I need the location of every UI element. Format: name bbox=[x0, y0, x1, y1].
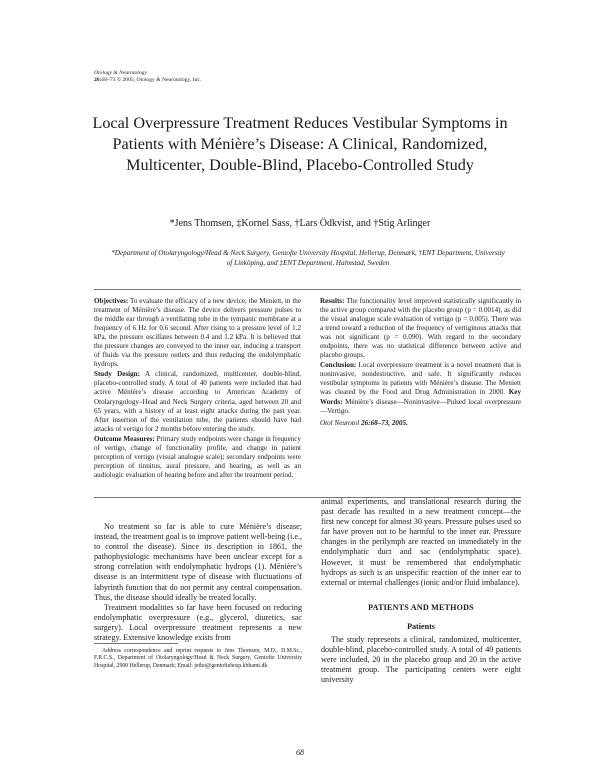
article-title: Local Overpressure Treatment Reduces Vestibular Symptoms in Patients with Ménière’s Disease: A Clinical, Randomized, Multicenter, Double-Blind, Placebo-Controlled Study bbox=[92, 114, 508, 174]
abstract-results bbox=[320, 297, 521, 360]
design-text: A clinical, randomized, multicenter, double-blind, placebo-controlled study. A total of 40 patients were included that had active Ménière’s disease according to American Academy of Otolaryngology–Head and Neck Surgery criteria, aged between 20 and 65 years, with a history of at least eight attacks during the past year. After insertion of the ventilation tube, the patients should have had attacks of vertigo for 2 months before entering the study. bbox=[94, 370, 301, 433]
page-number: 68 bbox=[296, 748, 304, 757]
abstract-column-right bbox=[320, 297, 521, 429]
outcome-text: Primary study endpoints were change in frequency of vertigo, change of functionality profile, and change in patient perception of vertigo (visual analogue scale); secondary endpoints were perception of tinnitus, aural pressure, and hearing, as well as an audiologic evaluation of hearing before and after the treatment period. bbox=[94, 434, 301, 479]
abstract-objectives bbox=[94, 297, 301, 369]
objectives-text: To evaluate the efficacy of a new device, the Meniett, in the treatment of Ménière’s disease. The device delivers pressure pulses to the middle ear through a ventilating tube in the tympanic membrane at a frequency of 6 Hz for 0.6 second. After rising to a pressure level of 1.2 kPa, the pressure oscillates between 0.4 and 1.2 kPa. It is believed that the pressure changes are conveyed to the inner ear, inducing a transport of fluids via the pressure outlets and thus reducing the endolymphatic hydrops. bbox=[94, 297, 301, 369]
abstract-citation bbox=[320, 419, 521, 428]
objectives-label: Objectives: bbox=[94, 297, 129, 305]
footnote-divider bbox=[94, 643, 178, 644]
body-column-left bbox=[94, 522, 302, 643]
journal-name: Otology & Neurotology bbox=[94, 70, 147, 76]
body-paragraph: Treatment modalities so far have been focused on reducing endolymphatic overpressure (e.g., glycerol, diuretics, sac surgery). Local overpressure treatment represents a new strategy. Extensive knowledge exists from bbox=[94, 602, 302, 643]
footnote-text: Address correspondence and reprint requests to Jens Thomsen, M.D., D.M.Sc., F.R.C.S., Department of Otolaryngology/Head & Neck Surgery, Gentofte University Hospital, 2900 Hellerup, Denmark; Email: jetho@gentoftehosp.kbhamt.dk bbox=[94, 648, 302, 669]
body-column-right bbox=[321, 497, 521, 686]
keywords-label: Key Words: bbox=[320, 388, 521, 406]
section-heading: PATIENTS AND METHODS bbox=[368, 602, 474, 612]
conclusion-text: Local overpressure treatment is a novel treatment that is noninvasive, nondestructive, and safe. It significantly reduces vestibular symptoms in patients with Ménière’s disease. The Meniett was cleared by the Food and Drug Administration in 2000. bbox=[320, 361, 521, 397]
abstract-conclusion bbox=[320, 361, 521, 415]
conclusion-label: Conclusion: bbox=[320, 361, 357, 370]
journal-citation-rest: 68–73 © 2005, Otology & Neurotology, Inc. bbox=[101, 77, 202, 83]
citation-journal: Otol Neurotol bbox=[320, 418, 360, 427]
subsection-heading: Patients bbox=[407, 621, 435, 631]
journal-volume: 26: bbox=[94, 77, 102, 83]
outcome-label: Outcome Measures: bbox=[94, 434, 155, 443]
keywords-text: Ménière’s disease—Noninvasive—Pulsed local overpressure—Vertigo. bbox=[320, 397, 521, 415]
correspondence-footnote bbox=[94, 648, 302, 670]
journal-citation bbox=[94, 77, 201, 84]
article-affiliations: *Department of Otolaryngology/Head & Neck Surgery, Gentofte University Hospital, Hellerup, Denmark, †ENT Department, University of Linköping, and ‡ENT Department, Halmstad, Sweden bbox=[111, 249, 505, 267]
abstract-design bbox=[94, 370, 301, 433]
body-paragraph: The study represents a clinical, randomized, multicenter, double-blind, placebo-controlled study. A total of 40 patients were included, 20 in the placebo group and 20 in the active treatment group. The participating centers were eight university bbox=[321, 635, 521, 685]
abstract-box bbox=[94, 289, 521, 498]
results-text: The functionality level improved statistically significantly in the active group compared with the placebo group (p = 0.0014), as did the visual analogue scale evaluation of vertigo (p = 0.005). There was a trend toward a reduction of the frequency of vertiginous attacks that was not significant (p = 0.090). With regard to the secondary endpoints, there was no statistical difference between active and placebo groups. bbox=[320, 297, 521, 360]
results-label: Results: bbox=[320, 297, 345, 305]
citation-rest: 26:68–73, 2005. bbox=[359, 418, 408, 427]
body-paragraph: animal experiments, and translational research during the past decade has resulted in a new treatment concept—the first new concept for almost 30 years. Pressure pulses used so far have proven not to be harmful to the inner ear. Pressure changes in the perilymph are reacted on immediately in the endolymphatic duct and sac (endolymphatic space). However, it must be remembered that endolymphatic hydrops as such is an unspecific reaction of the inner ear to external or internal challenges (ionic and/or fluid imbalance). bbox=[321, 497, 521, 587]
journal-header bbox=[94, 70, 201, 84]
body-paragraph: No treatment so far is able to cure Ménière’s disease; instead, the treatment goal is to improve patient well-being (i.e., to control the disease). Since its description in 1861, the pathophysiologic mechanisms have been unclear except for a strong correlation with endolymphatic hydrops (1). Ménière’s disease is an intermittent type of disease with fluctuations of labyrinth function that do not permit any central compensation. Thus, the disease should ideally be treated locally. bbox=[94, 522, 302, 602]
article-authors: *Jens Thomsen, ‡Kornel Sass, †Lars Ödkvist, and †Stig Arlinger bbox=[169, 218, 431, 229]
design-label: Study Design: bbox=[94, 370, 140, 379]
abstract-column-left bbox=[94, 297, 301, 481]
abstract-outcome bbox=[94, 435, 301, 480]
